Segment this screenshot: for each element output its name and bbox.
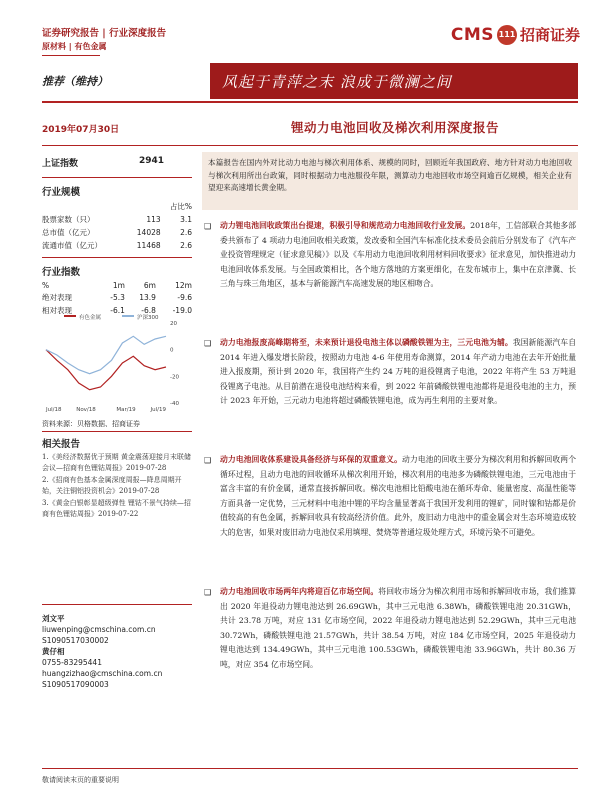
divider [42,604,192,605]
row-label: 绝对表现 [42,293,72,302]
paragraph-text: 我国新能源汽车自 2014 年进入爆发增长阶段，按照动力电池 4-6 年使用寿命测算，2014 年产动力电池在去年开始批量进入报废期，预计到 2020 年，我国将产生约 24 万吨的退役锂离子电池，2022 年将产生 53 万吨退役锂离子电池。从目前潜在退役电池结构来看，到 2022 年前磷酸铁锂电池都将是退役电池的主力，预计 2023 年开始，三元动力电池将超过磷酸铁锂电池，成为再生利用的主要对象。 [220,338,577,406]
paragraph-text: 将回收市场分为梯次利用市场和拆解回收市场，我们推算出 2020 年退役动力锂电池达到 26.69GWh，其中三元电池 6.38Wh，磷酸铁锂电池 20.31GWh，共计 23.78 万吨，对应 131 亿市场空间，2022 年退役动力锂电池达到 52.29GWh，其中三元电池 30.72Wh，磷酸铁锂电池 21.57GWh，共计 38.54 万吨，对应 184 亿市场空间，2025 年退役动力锂电池达到 134.49GWh，其中三元电池 100.53GWh，磷酸铁锂电池 33.96GWh，共计 80.36 万吨，对应 354 亿市场空间。 [220,587,577,669]
col-header: 1m [112,281,125,290]
table-row [42,291,192,304]
y-tick-label: -40 [170,401,179,407]
analyst-name: 刘文平 [42,614,65,623]
y-tick-label: 20 [170,321,177,327]
performance-chart [42,311,190,413]
row-pct: 3.1 [180,215,192,224]
row-label: 相对表现 [42,306,72,315]
related-reports [42,436,192,519]
row-pct: 2.6 [180,241,192,250]
industry-index-title: 行业指数 [42,267,81,278]
paragraph [220,336,576,409]
y-tick-label: 0 [170,347,174,354]
report-type: 证券研究报告 | 行业深度报告 [42,28,167,39]
series-line [46,350,166,390]
bullet-icon: ❑ [204,588,212,597]
banner-divider [42,101,578,103]
divider [42,257,192,258]
y-tick-label: -20 [170,374,179,381]
logo-badge-icon: 111 [497,25,517,45]
title-divider [42,145,578,146]
logo-cn: 招商证券 [519,26,580,44]
row-label: 流通市值（亿元） [42,241,102,250]
cms-logo [451,24,580,45]
analyst-email[interactable]: liuwenping@cmschina.com.cn [42,625,156,634]
col-header: 6m [143,281,156,290]
cell: -19.0 [172,306,192,315]
row-value: 113 [146,215,161,224]
col-header: % [42,281,50,290]
analyst-cert: S1090517090003 [42,680,109,689]
industry-scale-title: 行业规模 [42,187,81,198]
x-tick-label: Nov/18 [76,407,96,413]
summary-box: 本篇报告在国内外对比动力电池与梯次利用体系、规模的同时，回顾近年我国政府、地方针对动力电池回收与梯次利用所出台政策，同时根据动力电池服役年限，测算动力电池回收市场空间逾百亿规模，相关企业有望迎来高速增长黄金期。 [202,152,578,210]
paragraph [220,585,576,673]
analyst-name: 黄仔相 [42,647,65,656]
analyst-phone: 0755-83295441 [42,658,102,667]
analyst-email[interactable]: huangzizhao@cmschina.com.cn [42,669,163,678]
paragraph-lead: 动力锂电池回收政策出台提速，积极引导和规范动力电池回收行业发展。 [220,221,471,230]
related-report-link[interactable]: 3.《黄金白银彰显超级弹性 锂钴不景气持续—招商有色锂钴周报》2019-07-22 [42,499,191,518]
x-tick-label: Jul/18 [46,407,62,413]
row-label: 股票家数（只） [42,215,95,224]
analyst-cert: S1090517030002 [42,636,109,645]
index-value: 2941 [138,156,164,166]
paragraph-text: 动力电池的回收主要分为梯次利用和拆解回收两个循环过程，且动力电池的回收循环从梯次利用开始，梯次利用的电池多为磷酸铁锂电池，三元电池由于富含丰富的有价金属，通常直接拆解回收。梯次电池相比铅酸电池在循环寿命、能量密度、高温性能等方面具备一定优势，三元材料中电池中锂的平均含量显著高于我国开发利用的锂矿，同时镍和钴都是价值较高的有色金属，拆解回收具有较高经济价值。此外，废旧动力电池中的重金属会对生态环境造成较大的危害，如果对废旧动力电池仅采用填埋、焚烧等普通垃圾处理方式，环境污染不可避免。 [220,455,576,537]
paragraph-text: 2018年，工信部联合其他多部委共颁布了 4 项动力电池回收相关政策，发改委和全国汽车标准化技术委员会前后分别发布了《汽车产业投资管理规定（征求意见稿）》以及《车用动力电池回收利用材料回收要求》征求意见，加快推进动力电池回收体系发展。与全国政策相比，各个地方落地的方案更细化，在发布城市上，集中在京津冀、长三角与珠三角地区，基本与新能源汽车高速发展的地区相吻合。 [220,221,577,289]
related-report-link[interactable]: 1.《美经济数据优于预期 黄金震荡迎接月末联储会议—招商有色锂钴周报》2019-07-28 [42,453,191,472]
table-row [42,239,192,252]
paragraph-lead: 动力电池报废高峰期将至，未来预计退役电池主体以磷酸铁锂为主，三元电池为辅。 [220,338,513,347]
divider [42,177,192,178]
rating: 推荐（维持） [42,75,108,88]
paragraph [220,219,576,292]
related-report-link[interactable]: 2.《招商有色基本金属深度周报—降息周期开始，关注铜铝投资机会》2019-07-28 [42,476,182,495]
index-label: 上证指数 [42,159,79,169]
table-row [42,213,192,226]
series-line [46,336,166,373]
x-tick-label: Jul/19 [150,407,166,413]
paragraph-lead: 动力电池回收市场两年内将迎百亿市场空间。 [220,587,379,596]
cell: -6.8 [141,306,156,315]
row-pct: 2.6 [180,228,192,237]
logo-text: CMS [450,24,494,45]
table-row [42,200,192,213]
legend-label: 沪深300 [137,315,159,321]
footer-divider [42,768,578,769]
bullet-icon: ❑ [204,339,212,348]
chart-svg [42,311,190,413]
x-tick-label: Mar/19 [116,407,136,413]
col-header: 占比% [169,202,192,211]
cell: 13.9 [139,293,156,302]
banner: 风起于青萍之末 浪成于微澜之间 [210,63,578,99]
paragraph-lead: 动力电池回收体系建设具备经济与环保的双重意义。 [220,455,403,464]
footer-note: 敬请阅读末页的重要说明 [42,776,119,784]
cell: -5.3 [110,293,125,302]
row-value: 11468 [136,241,161,250]
chart-source: 资料来源：贝格数据、招商证券 [42,420,140,428]
row-value: 14028 [136,228,161,237]
divider [42,431,192,432]
industry-scale-table [42,200,192,252]
index-row [42,156,192,169]
legend-label: 有色金属 [79,315,102,321]
sidebar [42,152,192,317]
col-header: 12m [175,281,192,290]
bullet-icon: ❑ [204,222,212,231]
header-divider [42,55,100,56]
related-title: 相关报告 [42,439,81,450]
report-title: 锂动力电池回收及梯次利用深度报告 [290,120,499,135]
bullet-icon: ❑ [204,456,212,465]
report-date: 2019年07月30日 [42,125,120,135]
row-label: 总市值（亿元） [42,228,95,237]
cell: -6.1 [110,306,125,315]
table-row [42,226,192,239]
cell: -9.6 [177,293,192,302]
analyst-block [42,613,192,690]
table-row [42,280,192,291]
report-category: 原材料 | 有色金属 [42,42,107,51]
paragraph [220,453,576,541]
